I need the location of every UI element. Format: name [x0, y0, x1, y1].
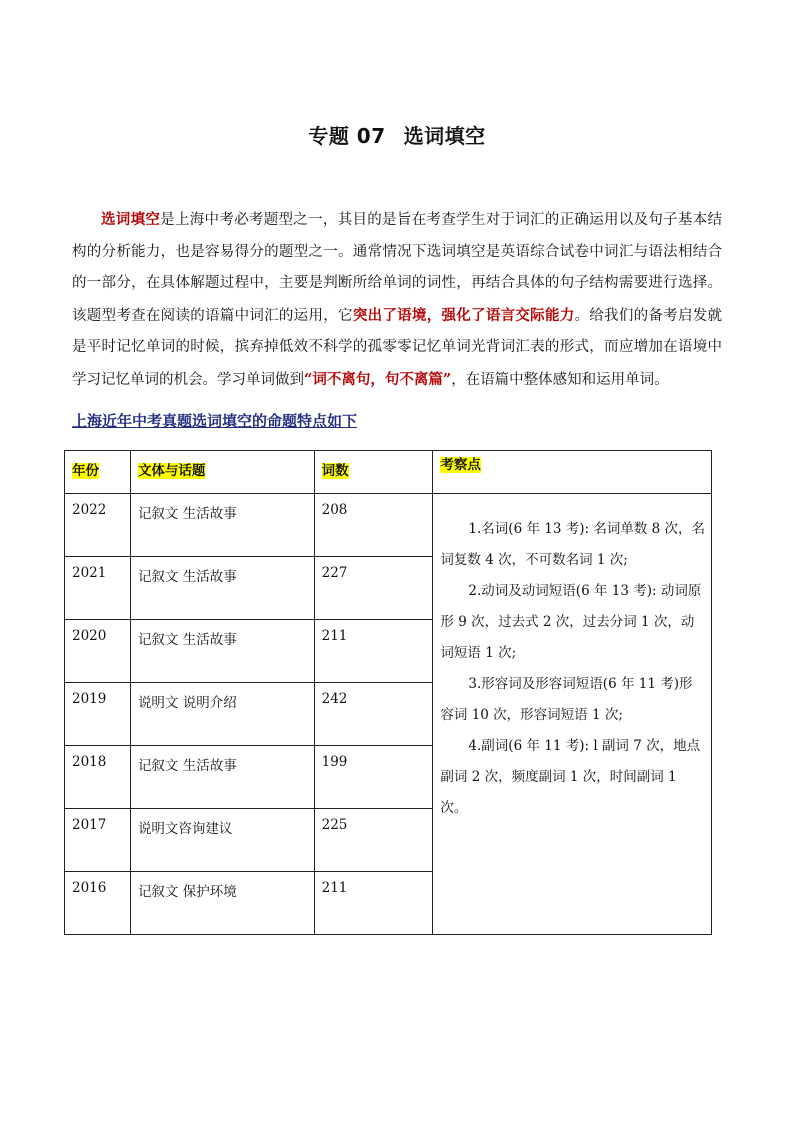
point-item: 4.副词(6 年 11 考): l 副词 7 次，地点副词 2 次，频度副词 1 次，时间副词 1 次。 [440, 738, 701, 816]
point-item: 3.形容词及形容词短语(6 年 11 考)形容词 10 次，形容词短语 1 次; [440, 676, 693, 723]
intro-text-e: ，在语篇中整体感知和运用单词。 [451, 371, 669, 388]
page-title [0, 120, 794, 149]
table-row [65, 494, 712, 557]
intro-paragraph [72, 204, 722, 396]
cell-year: 2022 [72, 502, 107, 518]
exam-features-table [64, 450, 712, 935]
cell-words: 211 [321, 628, 348, 644]
cell-words: 225 [321, 817, 348, 833]
cell-genre: 记叙文 生活故事 [137, 632, 237, 648]
cell-genre: 记叙文 生活故事 [137, 569, 237, 585]
points-cell [433, 494, 712, 935]
cell-words: 227 [321, 565, 348, 581]
cell-genre: 记叙文 生活故事 [137, 758, 237, 774]
cell-genre: 说明文咨询建议 [137, 821, 233, 837]
cell-year: 2021 [72, 565, 107, 581]
cell-year: 2018 [72, 754, 107, 770]
cell-year: 2019 [72, 691, 107, 707]
cell-year: 2020 [72, 628, 107, 644]
cell-words: 242 [321, 691, 348, 707]
cell-words: 199 [321, 754, 348, 770]
cell-year: 2016 [72, 880, 107, 896]
point-item: 2.动词及动词短语(6 年 13 考): 动词原形 9 次，过去式 2 次，过去分词 1 次，动词短语 1 次; [440, 583, 702, 661]
cell-words: 211 [321, 880, 348, 896]
header-year: 年份 [72, 463, 99, 479]
point-item: 1.名词(6 年 13 考): 名词单数 8 次，名词复数 4 次，不可数名词 1 次; [440, 521, 705, 568]
cell-genre: 记叙文 保护环境 [137, 884, 237, 900]
cell-year: 2017 [72, 817, 107, 833]
intro-highlight-b: 突出了语境，强化了语言交际能力 [352, 306, 575, 324]
table-header-row [65, 451, 712, 494]
intro-lead-highlight: 选词填空 [101, 211, 161, 228]
intro-text-a: 是上海中考必考题型之一，其目的是旨在考查学生对于词汇的正确运用以及句子基本结构的分析能力，也是容易得分的题型之一。通常情况下选词填空是英语综合试卷中词汇与语法相结合的一部分，在具体解题过程中，主要是判断所给单词的词性，再结合具体的句子结构需要进行选择。该题型考查在阅读的语篇中词汇的运用，它 [72, 212, 722, 324]
title-main: 选词填空 [403, 124, 486, 148]
cell-genre: 记叙文 生活故事 [137, 506, 237, 522]
intro-text-c: 。给我们的备考启发就是平时记忆单词的时候，摈弃掉低效不科学的孤零零记忆单词光背词汇表的形式，而应增加在语境中学习记忆单词的机会。学习单词做到 [72, 307, 723, 388]
header-points: 考察点 [440, 457, 481, 473]
header-words: 词数 [321, 463, 349, 479]
cell-genre: 说明文 说明介绍 [137, 695, 237, 711]
cell-words: 208 [321, 502, 348, 518]
section-heading: 上海近年中考真题选词填空的命题特点如下 [72, 412, 358, 430]
header-genre: 文体与话题 [137, 463, 206, 479]
intro-highlight-d: “词不离句，句不离篇” [304, 370, 452, 388]
title-prefix: 专题 07 [308, 124, 386, 148]
